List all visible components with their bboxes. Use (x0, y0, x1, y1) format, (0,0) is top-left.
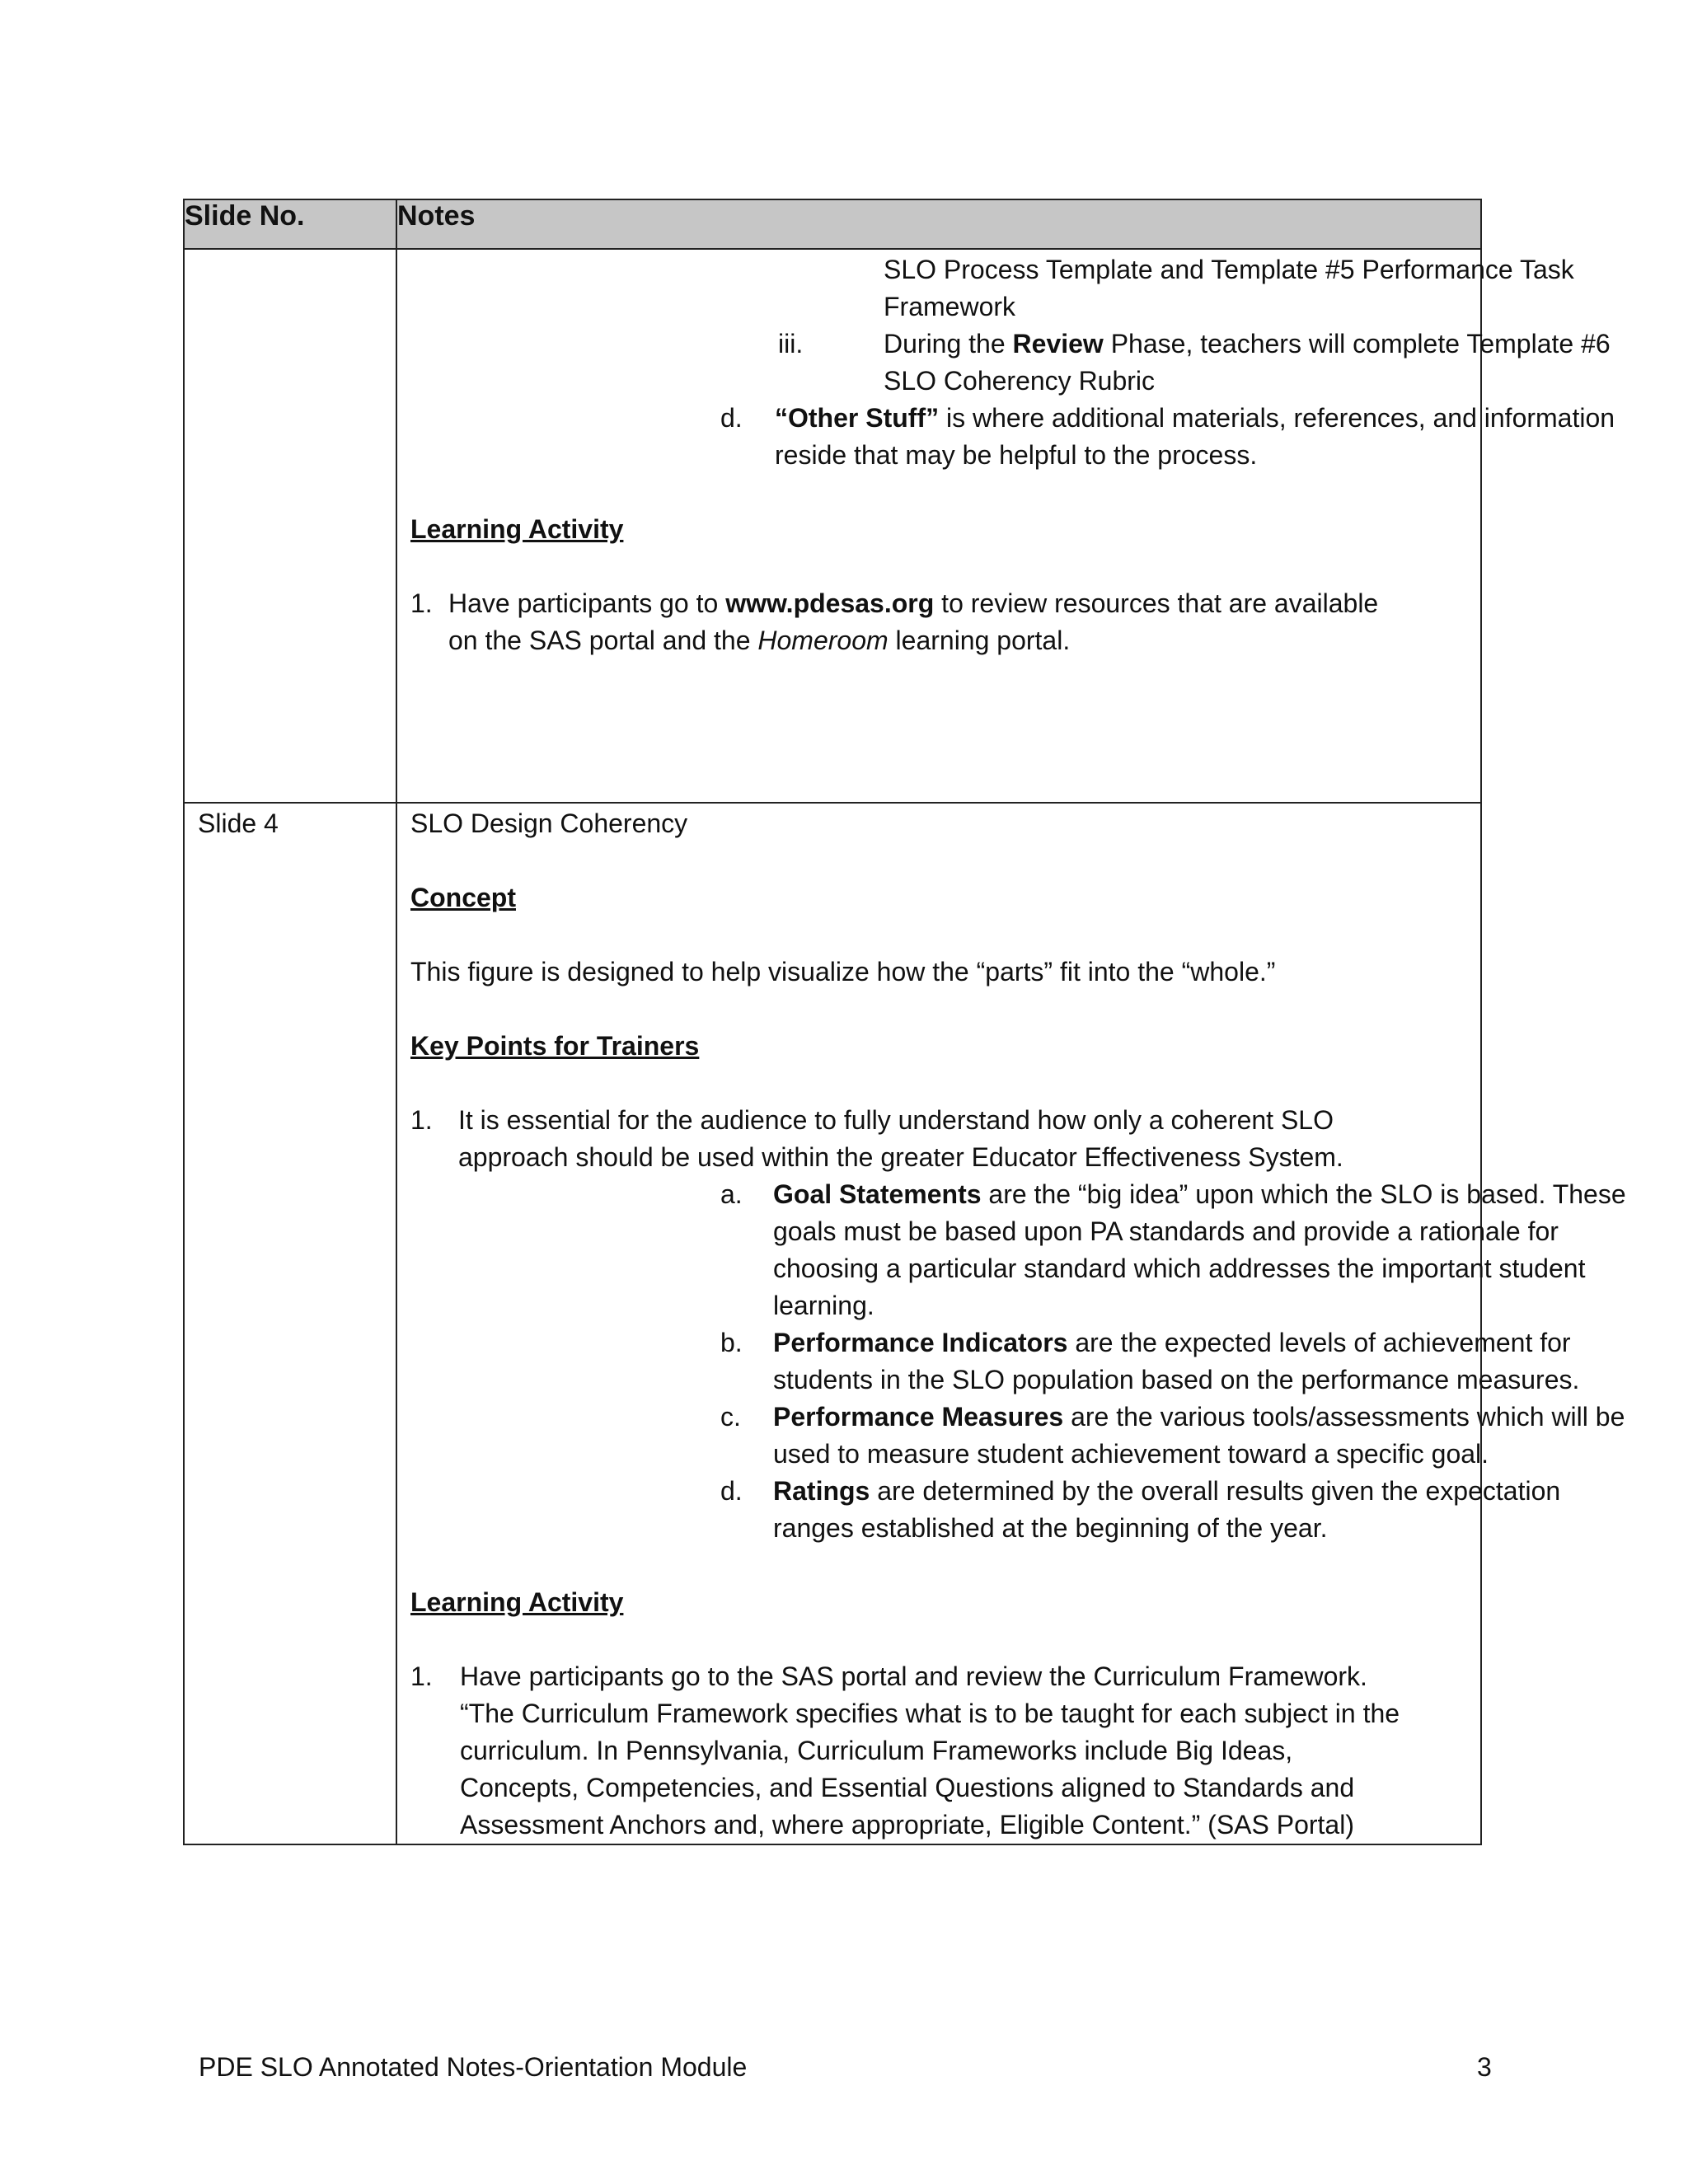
concept-text: This figure is designed to help visualize how the “parts” fit into the “whole.” (410, 957, 1276, 987)
note-line: curriculum. In Pennsylvania, Curriculum Frameworks include Big Ideas, (460, 1736, 1293, 1765)
list-item-b: Performance Indicators are the expected levels of achievement for (773, 1328, 1571, 1357)
note-line: choosing a particular standard which addresses the important student (773, 1254, 1586, 1283)
list-marker: iii. (778, 329, 804, 359)
notes-cell (396, 249, 1615, 803)
learning-activity-heading: Learning Activity (410, 514, 624, 544)
page-number: 3 (1477, 2052, 1492, 2082)
list-item-a: Goal Statements are the “big idea” upon which the SLO is based. These (773, 1179, 1626, 1209)
table-header-row (184, 199, 1481, 249)
table-row (184, 803, 1481, 1844)
list-marker: 1. (410, 1105, 433, 1135)
notes-cell (396, 803, 1626, 1844)
list-marker: b. (720, 1328, 743, 1357)
list-marker: 1. (410, 588, 433, 618)
slide-title: SLO Design Coherency (410, 808, 688, 838)
slide-cell (184, 249, 396, 803)
header-notes: Notes (396, 199, 1481, 249)
footer-title: PDE SLO Annotated Notes-Orientation Module (199, 2052, 748, 2082)
list-marker: c. (720, 1402, 741, 1432)
key-points-heading: Key Points for Trainers (410, 1031, 700, 1061)
note-line: goals must be based upon PA standards and provide a rationale for (773, 1216, 1559, 1246)
table-row (184, 249, 1481, 803)
note-line: Have participants go to the SAS portal and review the Curriculum Framework. (460, 1661, 1367, 1691)
note-line: “The Curriculum Framework specifies what is to be taught for each subject in the (460, 1699, 1400, 1728)
note-line: Concepts, Competencies, and Essential Questions aligned to Standards and (460, 1773, 1355, 1802)
list-marker: d. (720, 1476, 743, 1506)
note-line: reside that may be helpful to the process. (775, 440, 1258, 470)
note-line: Assessment Anchors and, where appropriate, Eligible Content.” (SAS Portal) (460, 1810, 1354, 1840)
list-marker: a. (720, 1179, 743, 1209)
list-marker: d. (720, 403, 743, 433)
list-marker: 1. (410, 1661, 433, 1691)
learning-activity-heading: Learning Activity (410, 1587, 624, 1617)
list-item-c: Performance Measures are the various tools/assessments which will be (773, 1402, 1625, 1432)
list-item-d: Ratings are determined by the overall results given the expectation (773, 1476, 1561, 1506)
note-line: ranges established at the beginning of the year. (773, 1513, 1328, 1543)
activity-item-line2: on the SAS portal and the Homeroom learning portal. (448, 626, 1071, 655)
note-line: Framework (884, 292, 1016, 321)
note-line: learning. (773, 1291, 874, 1320)
note-line: students in the SLO population based on the performance measures. (773, 1365, 1580, 1394)
header-slide-no: Slide No. (184, 199, 396, 249)
note-line: SLO Coherency Rubric (884, 366, 1156, 396)
list-item-iii: During the Review Phase, teachers will complete Template #6 (884, 329, 1611, 359)
note-line: used to measure student achievement toward a specific goal. (773, 1439, 1489, 1469)
concept-heading: Concept (410, 883, 516, 912)
slide-cell (184, 803, 396, 1844)
activity-item: Have participants go to www.pdesas.org to review resources that are available (448, 588, 1379, 618)
slide-number: Slide 4 (198, 808, 279, 838)
list-item-d: “Other Stuff” is where additional materials, references, and information (775, 403, 1615, 433)
note-line: approach should be used within the greater Educator Effectiveness System. (458, 1142, 1343, 1172)
note-line: It is essential for the audience to fully understand how only a coherent SLO (458, 1105, 1334, 1135)
pdesas-link: www.pdesas.org (725, 588, 935, 618)
notes-table (183, 199, 1626, 1845)
note-line: SLO Process Template and Template #5 Performance Task (884, 255, 1574, 284)
